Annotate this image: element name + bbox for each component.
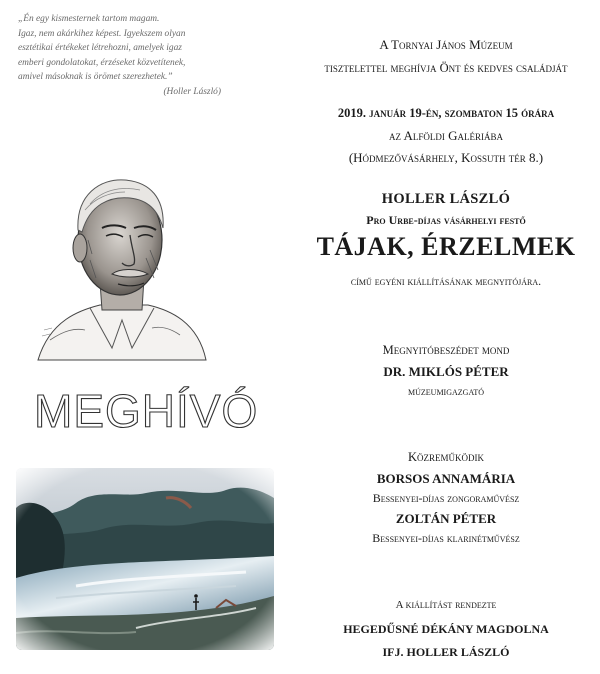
invite-line: tisztelettel meghívja Önt és kedves családját <box>324 61 568 75</box>
invitation-title: MEGHÍVÓ <box>34 385 259 437</box>
quote-line: emberi gondolatokat, érzéseket közvetítenek, <box>18 57 186 68</box>
contributor-1-role: Bessenyei-díjas zongoraművész <box>372 491 520 505</box>
organizer-1: HEGEDŰSNÉ DÉKÁNY MAGDOLNA <box>343 622 549 636</box>
quote-author: (Holler László) <box>163 86 221 97</box>
event-venue: az Alföldi Galériába <box>388 128 504 143</box>
contributor-2-name: ZOLTÁN PÉTER <box>395 511 497 526</box>
contributors-label: Közreműködik <box>407 450 485 464</box>
contributor-1-name: BORSOS ANNAMÁRIA <box>376 471 516 486</box>
event-address: (Hódmezővásárhely, Kossuth tér 8.) <box>348 150 544 165</box>
organizer-label: A kiállítást rendezte <box>395 599 497 611</box>
opening-label: Megnyitóbeszédet mond <box>382 343 510 357</box>
exhibition-subtitle: című egyéni kiállításának megnyitójára. <box>350 274 542 288</box>
artist-name: HOLLER LÁSZLÓ <box>381 191 511 207</box>
contributor-2-role: Bessenyei-díjas klarinétművész <box>372 531 520 545</box>
organizer-2: IFJ. HOLLER LÁSZLÓ <box>382 645 510 659</box>
landscape-painting <box>16 468 274 650</box>
left-panel <box>0 0 290 674</box>
quote-line: Igaz, nem akárkihez képest. Igyekszem olyan <box>18 28 186 39</box>
artist-quote <box>18 12 243 100</box>
opener-role: múzeumigazgató <box>408 384 484 398</box>
quote-line: „Én egy kismesternek tartom magam. <box>18 14 160 24</box>
exhibition-title: TÁJAK, ÉRZELMEK <box>316 232 576 261</box>
invitation-text <box>292 0 600 674</box>
artist-title: Pro Urbe-díjas vásárhelyi festő <box>366 213 526 227</box>
quote-line: amivel másoknak is örömet szerezhetek.” <box>18 72 173 83</box>
opener-name: DR. MIKLÓS PÉTER <box>383 364 509 379</box>
artist-portrait-drawing <box>30 170 212 365</box>
event-date: 2019. január 19-én, szombaton 15 órára <box>337 106 555 120</box>
museum-name: A Tornyai János Múzeum <box>379 37 513 52</box>
quote-line: esztétikai értékeket létrehozni, amelyek igaz <box>18 43 182 54</box>
